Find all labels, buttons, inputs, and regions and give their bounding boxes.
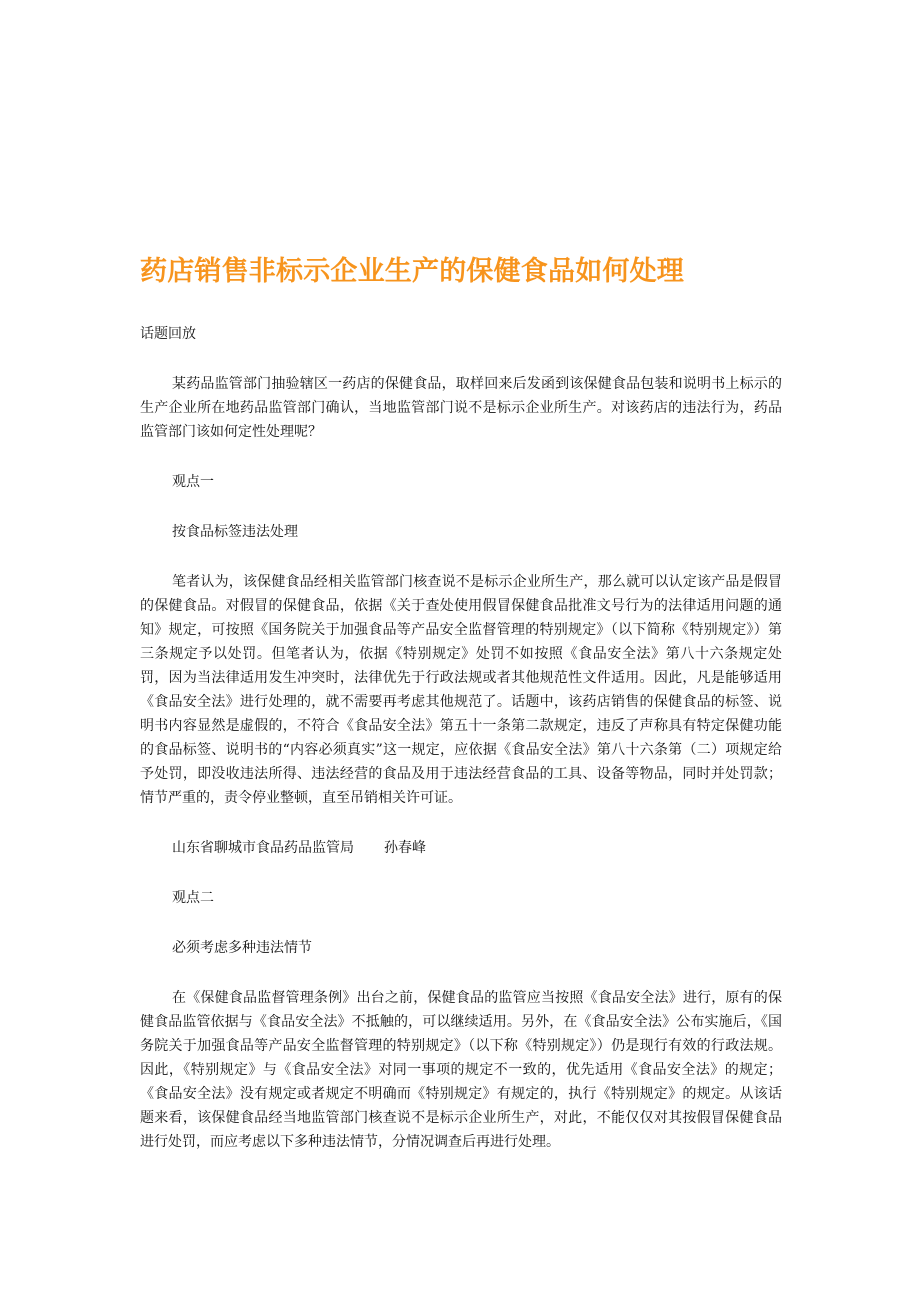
view1-heading: 观点一 <box>172 474 214 490</box>
author-org: 山东省聊城市食品药品监管局 <box>172 840 354 856</box>
view2-subheading: 必须考虑多种违法情节 <box>172 940 312 956</box>
article-title: 药店销售非标示企业生产的保健食品如何处理 <box>140 256 684 287</box>
view1-subheading: 按食品标签违法处理 <box>172 524 298 540</box>
view1-body: 笔者认为，该保健食品经相关监管部门核查说不是标示企业所生产，那么就可以认定该产品是假冒的保健食品。对假冒的保健食品，依据《关于查处使用假冒保健食品批准文号行为的法律适用问题的通知》规定，可按照《国务院关于加强食品等产品安全监督管理的特别规定》（以下简称《特别规定》）第三条规定予以处罚。但笔者认为，依据《特别规定》处罚不如按照《食品安全法》第八十六条规定处罚，因为当法律适用发生冲突时，法律优先于行政法规或者其他规范性文件适用。因此，凡是能够适用《食品安全法》进行处理的，就不需要再考虑其他规范了。话题中，该药店销售的保健食品的标签、说明书内容显然是虚假的，不符合《食品安全法》第五十一条第二款规定，违反了声称具有特定保健功能的食品标签、说明书的“内容必须真实”这一规定，应依据《食品安全法》第八十六条第（二）项规定给予处罚，即没收违法所得、违法经营的食品及用于违法经营食品的工具、设备等物品，同时并处罚款；情节严重的，责令停业整顿，直至吊销相关许可证。 <box>140 574 782 806</box>
author-byline <box>140 836 782 860</box>
section-label: 话题回放 <box>140 326 196 342</box>
view2-body: 在《保健食品监督管理条例》出台之前，保健食品的监管应当按照《食品安全法》进行，原有的保健食品监管依据与《食品安全法》不抵触的，可以继续适用。另外，在《食品安全法》公布实施后，《国务院关于加强食品等产品安全监督管理的特别规定》（以下称《特别规定》）仍是现行有效的行政法规。因此，《特别规定》与《食品安全法》对同一事项的规定不一致的，优先适用《食品安全法》的规定；《食品安全法》没有规定或者规定不明确而《特别规定》有规定的，执行《特别规定》的规定。从该话题来看，该保健食品经当地监管部门核查说不是标示企业所生产，对此，不能仅仅对其按假冒保健食品进行处罚，而应考虑以下多种违法情节，分情况调查后再进行处理。 <box>140 990 782 1150</box>
author-name: 孙春峰 <box>384 840 426 856</box>
intro-paragraph: 某药品监管部门抽验辖区一药店的保健食品，取样回来后发函到该保健食品包装和说明书上标示的生产企业所在地药品监管部门确认，当地监管部门说不是标示企业所生产。对该药店的违法行为，药品监管部门该如何定性处理呢？ <box>140 376 782 440</box>
view2-heading: 观点二 <box>172 890 214 906</box>
document-page <box>140 252 782 1180</box>
